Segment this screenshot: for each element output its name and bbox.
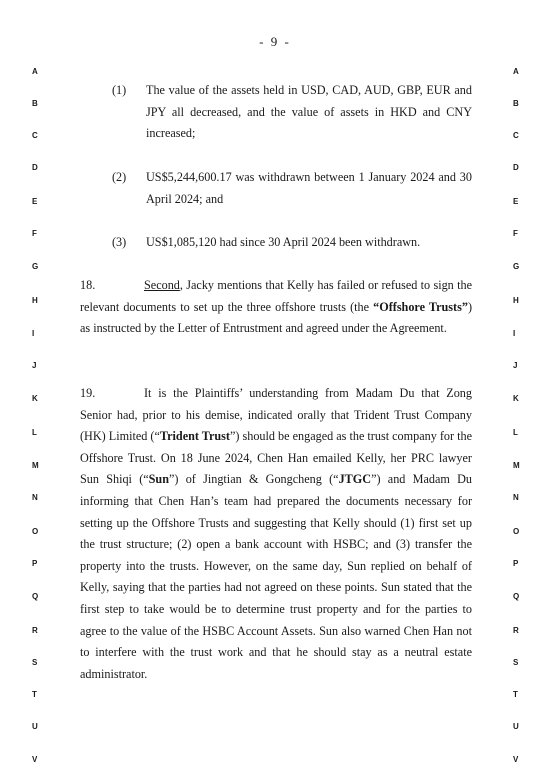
- margin-letter-u-left: U: [32, 722, 38, 731]
- item-text: The value of the assets held in USD, CAD, AUD, GBP, EUR and JPY all decreased, and the value of assets in HKD and CNY increased;: [146, 83, 472, 141]
- margin-letter-b-right: B: [513, 99, 519, 108]
- item-number: (2): [112, 170, 127, 184]
- margin-letter-h-right: H: [513, 296, 519, 305]
- paragraph-19: 19. It is the Plaintiffs’ understanding from Madam Du that Zong Senior had, prior to his demise, indicated orally that Trident Trust Company (HK) Limited (“Trident Trust”) should be engaged as the trust company for the Offshore Trust. On 18 June 2024, Chen Han emailed Kelly, her PRC lawyer Sun Shiqi (“Sun”) of Jingtian & Gongcheng (“JTGC”) and Madam Du informing that Chen Han’s team had prepared the documents necessary for setting up the Offshore Trusts and suggesting that Kelly should (1) first set up the trust structure; (2) open a bank account with HSBC; and (3) transfer the property into the trusts. However, on the same day, Sun replied on behalf of Kelly, saying that the parties had not agreed on these points. Sun stated that the first step to take would be to determine trust property and for the parties to agree to the value of the HSBC Account Assets. Sun also warned Chen Han not to interfere with the trust work and that he should stay as a neutral estate administrator.: [80, 383, 472, 685]
- margin-letter-v-left: V: [32, 755, 38, 764]
- margin-letter-a-right: A: [513, 67, 519, 76]
- margin-letter-j-right: J: [513, 361, 518, 370]
- margin-letter-e-left: E: [32, 197, 38, 206]
- margin-letter-t-right: T: [513, 690, 518, 699]
- margin-letter-f-right: F: [513, 229, 518, 238]
- margin-letter-d-left: D: [32, 163, 38, 172]
- margin-letter-s-left: S: [32, 658, 38, 667]
- defined-term: “Offshore Trusts”: [373, 299, 468, 314]
- page-number: - 9 -: [259, 34, 291, 49]
- margin-letter-h-left: H: [32, 296, 38, 305]
- defined-term: Trident Trust: [159, 429, 230, 444]
- margin-letter-i-left: I: [32, 329, 35, 338]
- margin-letter-r-right: R: [513, 626, 519, 635]
- margin-letter-p-right: P: [513, 559, 519, 568]
- paragraph-number: 19.: [80, 386, 96, 400]
- margin-letter-p-left: P: [32, 559, 38, 568]
- margin-letter-u-right: U: [513, 722, 519, 731]
- margin-letter-o-left: O: [32, 527, 39, 536]
- margin-letter-k-left: K: [32, 394, 38, 403]
- margin-letter-s-right: S: [513, 658, 519, 667]
- defined-term: JTGC: [338, 472, 372, 487]
- paragraph-number: 18.: [80, 278, 96, 292]
- margin-letter-q-right: Q: [513, 592, 520, 601]
- margin-letter-v-right: V: [513, 755, 519, 764]
- margin-letter-j-left: J: [32, 361, 37, 370]
- margin-letter-n-right: N: [513, 493, 519, 502]
- margin-letter-f-left: F: [32, 229, 37, 238]
- item-text: US$5,244,600.17 was withdrawn between 1 January 2024 and 30 April 2024; and: [146, 170, 472, 206]
- item-number: (1): [112, 83, 127, 97]
- margin-letter-g-left: G: [32, 262, 39, 271]
- margin-letter-n-left: N: [32, 493, 38, 502]
- margin-letter-q-left: Q: [32, 592, 39, 601]
- margin-letter-m-right: M: [513, 461, 520, 470]
- defined-term: Sun: [148, 472, 169, 487]
- margin-letter-a-left: A: [32, 67, 38, 76]
- margin-letter-o-right: O: [513, 527, 520, 536]
- margin-letter-k-right: K: [513, 394, 519, 403]
- margin-letter-d-right: D: [513, 163, 519, 172]
- margin-letter-l-left: L: [32, 428, 37, 437]
- margin-letter-e-right: E: [513, 197, 519, 206]
- margin-letter-c-left: C: [32, 131, 38, 140]
- margin-letter-b-left: B: [32, 99, 38, 108]
- margin-letter-r-left: R: [32, 626, 38, 635]
- item-text: US$1,085,120 had since 30 April 2024 been withdrawn.: [146, 235, 421, 249]
- margin-letter-g-right: G: [513, 262, 520, 271]
- margin-letter-l-right: L: [513, 428, 518, 437]
- item-number: (3): [112, 235, 127, 249]
- margin-letter-m-left: M: [32, 461, 39, 470]
- underlined-term: Second: [144, 278, 180, 292]
- margin-letter-i-right: I: [513, 329, 516, 338]
- margin-letter-c-right: C: [513, 131, 519, 140]
- paragraph-18: 18. Second, Jacky mentions that Kelly has failed or refused to sign the relevant documents to set up the three offshore trusts (the “Offshore Trusts”) as instructed by the Letter of Entrustment and agreed under the Agreement.: [80, 275, 472, 340]
- margin-letter-t-left: T: [32, 690, 37, 699]
